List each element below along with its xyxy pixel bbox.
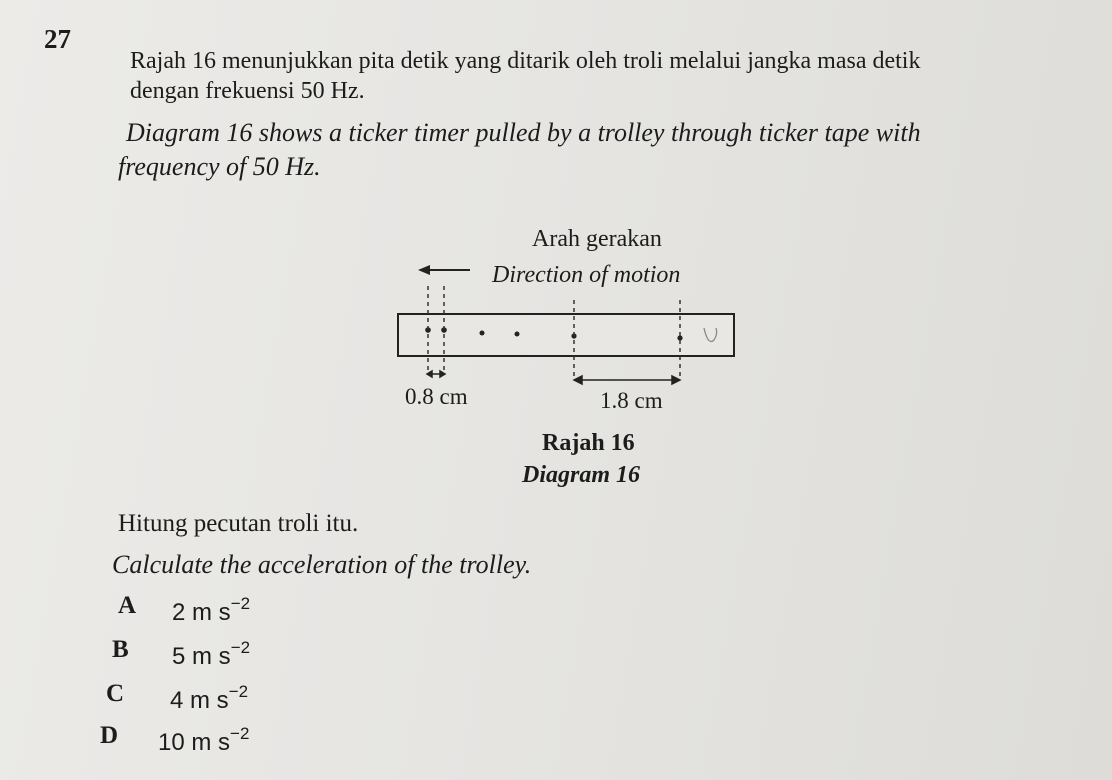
option-letter: A [118,592,137,619]
diagram-caption-malay: Rajah 16 [542,430,635,456]
prompt-english: Calculate the acceleration of the trolley. [112,550,532,579]
option-value-text: 2 m s [172,599,231,626]
tape-dot [480,331,485,336]
question-text-malay-line2: dengan frekuensi 50 Hz. [130,78,365,104]
direction-arrow-icon [418,265,470,275]
question-text-english-line2: frequency of 50 Hz. [118,152,321,181]
option-value [170,682,248,715]
option-value [172,594,250,627]
question-number: 27 [44,24,71,54]
measurement-label-right: 1.8 cm [600,388,663,413]
option-value [172,638,250,671]
option-exponent: −2 [230,638,251,657]
ticker-tape [398,314,734,356]
diagram-caption-english: Diagram 16 [522,462,641,488]
measurement-arrow-left [427,371,445,377]
measurement-label-left: 0.8 cm [405,384,468,409]
prompt-malay: Hitung pecutan troli itu. [118,510,359,537]
option-exponent: −2 [230,724,250,743]
tape-dot [515,332,520,337]
option-exponent: −2 [230,594,251,613]
option-value-text: 5 m s [172,643,231,670]
option-value-text: 4 m s [170,687,229,714]
direction-label-english: Direction of motion [492,262,681,288]
option-letter: B [112,636,129,663]
direction-label-malay: Arah gerakan [532,226,662,252]
tape-dot [677,335,682,340]
option-letter: D [100,722,119,749]
option-letter: C [106,680,125,707]
option-value [158,724,249,757]
option-value-text: 10 m s [158,729,231,756]
option-exponent: −2 [228,682,249,701]
question-text-english-line1: Diagram 16 shows a ticker timer pulled by a trolley through ticker tape with [126,118,921,147]
measurement-arrow-right [574,376,680,384]
question-text-malay-line1: Rajah 16 menunjukkan pita detik yang ditarik oleh troli melalui jangka masa detik [130,48,921,74]
